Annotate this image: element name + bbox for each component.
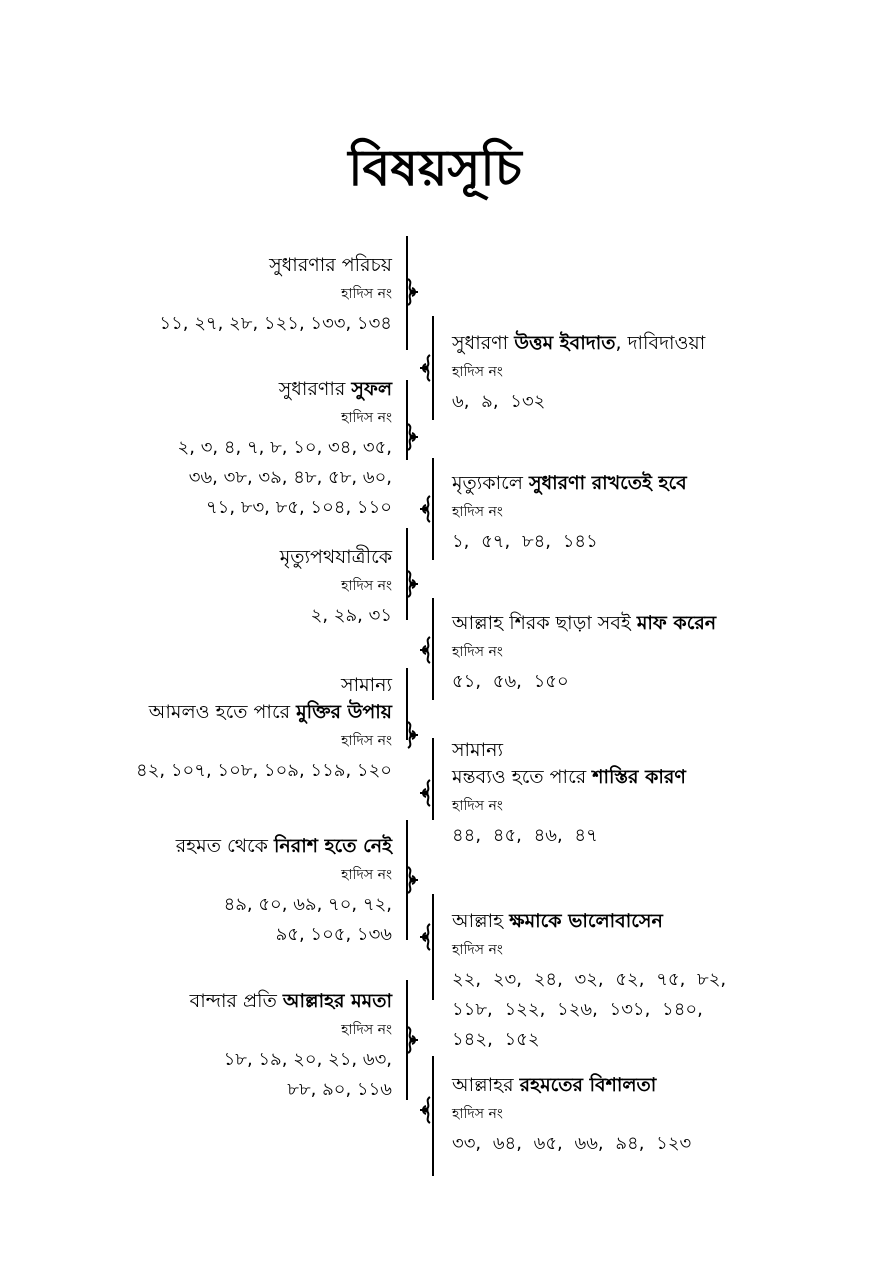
heading-text: আল্লাহ bbox=[452, 910, 510, 932]
heading-text: আল্লাহ শিরক ছাড়া সবই bbox=[452, 612, 637, 634]
hadith-number-line: ৫১, ৫৬, ১৫০ bbox=[452, 671, 569, 692]
toc-entry bbox=[452, 737, 772, 851]
heading-emphasis: সুফল bbox=[351, 378, 392, 400]
toc-entry bbox=[452, 610, 772, 697]
flourish-ornament-icon bbox=[404, 1025, 420, 1055]
heading-text: সুধারণার পরিচয় bbox=[269, 254, 392, 276]
hadith-number-line: ৭১, ৮৩, ৮৫, ১০৪, ১১০ bbox=[205, 497, 392, 518]
entry-heading bbox=[72, 672, 392, 726]
heading-emphasis: মাফ করেন bbox=[636, 612, 717, 634]
hadith-number-line: ২, ২৯, ৩১ bbox=[310, 605, 392, 626]
heading-text: মৃত্যুপথযাত্রীকে bbox=[279, 546, 392, 568]
toc-entry bbox=[452, 330, 772, 417]
hadith-label: হাদিস নং bbox=[341, 1022, 392, 1038]
toc-entry bbox=[72, 376, 392, 523]
hadith-numbers bbox=[452, 1129, 772, 1159]
hadith-label: হাদিস নং bbox=[341, 286, 392, 302]
flourish-ornament-icon bbox=[418, 1095, 434, 1125]
flourish-ornament-icon bbox=[418, 494, 434, 524]
hadith-numbers bbox=[72, 890, 392, 950]
heading-emphasis: মুক্তির উপায় bbox=[296, 701, 392, 723]
heading-text: রহমত থেকে bbox=[175, 835, 274, 857]
heading-text: আমলও হতে পারে bbox=[148, 701, 297, 723]
entry-heading bbox=[452, 737, 772, 791]
hadith-number-line: ২, ৩, ৪, ৭, ৮, ১০, ৩৪, ৩৫, bbox=[177, 437, 392, 458]
heading-emphasis: আল্লাহর মমতা bbox=[282, 990, 392, 1012]
flourish-ornament-icon bbox=[404, 422, 420, 452]
flourish-ornament-icon bbox=[418, 922, 434, 952]
flourish-ornament-icon bbox=[404, 865, 420, 895]
entry-heading bbox=[72, 544, 392, 571]
hadith-number-line: ১১৮, ১২২, ১২৬, ১৩১, ১৪০, bbox=[452, 999, 703, 1020]
hadith-label: হাদিস নং bbox=[452, 1106, 503, 1122]
hadith-label: হাদিস নং bbox=[452, 364, 503, 380]
toc-entry bbox=[72, 833, 392, 950]
entry-heading bbox=[72, 988, 392, 1015]
heading-emphasis: নিরাশ হতে নেই bbox=[273, 835, 392, 857]
entry-heading bbox=[452, 610, 772, 637]
heading-emphasis: শাস্তির কারণ bbox=[592, 766, 686, 788]
flourish-ornament-icon bbox=[418, 353, 434, 383]
toc-entry bbox=[72, 252, 392, 339]
hadith-number-line: ৮৮, ৯০, ১১৬ bbox=[287, 1079, 392, 1100]
hadith-numbers bbox=[72, 433, 392, 523]
toc-entry bbox=[452, 470, 772, 557]
hadith-numbers bbox=[72, 309, 392, 339]
entry-heading bbox=[72, 252, 392, 279]
hadith-number-line: ৪২, ১০৭, ১০৮, ১০৯, ১১৯, ১২০ bbox=[136, 760, 392, 781]
entry-heading bbox=[452, 1072, 772, 1099]
hadith-number-line: ৩৩, ৬৪, ৬৫, ৬৬, ৯৪, ১২৩ bbox=[452, 1133, 692, 1154]
hadith-label: হাদিস নং bbox=[341, 867, 392, 883]
toc-entry bbox=[72, 544, 392, 631]
hadith-label: হাদিস নং bbox=[452, 798, 503, 814]
hadith-number-line: ৯৫, ১০৫, ১৩৬ bbox=[275, 924, 392, 945]
hadith-label: হাদিস নং bbox=[452, 504, 503, 520]
hadith-number-line: ৬, ৯, ১৩২ bbox=[452, 391, 546, 412]
toc-entry bbox=[452, 1072, 772, 1159]
hadith-label: হাদিস নং bbox=[452, 942, 503, 958]
heading-text: মৃত্যুকালে bbox=[452, 472, 529, 494]
hadith-number-line: ১১, ২৭, ২৮, ১২১, ১৩৩, ১৩৪ bbox=[159, 313, 392, 334]
heading-text: সুধারণা bbox=[452, 332, 515, 354]
hadith-numbers bbox=[72, 1045, 392, 1105]
heading-text: মন্তব্যও হতে পারে bbox=[452, 766, 593, 788]
heading-emphasis: রহমতের বিশালতা bbox=[519, 1074, 657, 1096]
hadith-numbers bbox=[72, 756, 392, 786]
page-title: বিষয়সূচি bbox=[348, 139, 522, 197]
entry-heading bbox=[72, 833, 392, 860]
hadith-number-line: ৪৯, ৫০, ৬৯, ৭০, ৭২, bbox=[223, 894, 392, 915]
hadith-number-line: ৩৬, ৩৮, ৩৯, ৪৮, ৫৮, ৬০, bbox=[188, 467, 392, 488]
heading-text: সুধারণার bbox=[278, 378, 352, 400]
hadith-numbers bbox=[452, 387, 772, 417]
flourish-ornament-icon bbox=[404, 720, 420, 750]
hadith-number-line: ১, ৫৭, ৮৪, ১৪১ bbox=[452, 531, 598, 552]
flourish-ornament-icon bbox=[418, 778, 434, 808]
hadith-number-line: ১৮, ১৯, ২০, ২১, ৬৩, bbox=[223, 1049, 392, 1070]
flourish-ornament-icon bbox=[418, 635, 434, 665]
entry-heading bbox=[452, 330, 772, 357]
heading-emphasis: সুধারণা রাখতেই হবে bbox=[528, 472, 687, 494]
entry-heading bbox=[452, 908, 772, 935]
toc-entry bbox=[452, 908, 772, 1055]
toc-entry bbox=[72, 988, 392, 1105]
hadith-numbers bbox=[452, 965, 772, 1055]
flourish-ornament-icon bbox=[404, 569, 420, 599]
hadith-label: হাদিস নং bbox=[452, 644, 503, 660]
hadith-label: হাদিস নং bbox=[341, 733, 392, 749]
hadith-label: হাদিস নং bbox=[341, 410, 392, 426]
hadith-number-line: ৪৪, ৪৫, ৪৬, ৪৭ bbox=[452, 825, 598, 846]
hadith-numbers bbox=[72, 601, 392, 631]
hadith-numbers bbox=[452, 667, 772, 697]
heading-text: , দাবিদাওয়া bbox=[615, 332, 706, 354]
hadith-numbers bbox=[452, 821, 772, 851]
hadith-label: হাদিস নং bbox=[341, 578, 392, 594]
heading-text: আল্লাহর bbox=[452, 1074, 520, 1096]
hadith-numbers bbox=[452, 527, 772, 557]
heading-emphasis: উত্তম ইবাদাত bbox=[514, 332, 616, 354]
flourish-ornament-icon bbox=[404, 277, 420, 307]
toc-entry bbox=[72, 672, 392, 786]
heading-text: বান্দার প্রতি bbox=[189, 990, 283, 1012]
hadith-number-line: ২২, ২৩, ২৪, ৩২, ৫২, ৭৫, ৮২, bbox=[452, 969, 727, 990]
entry-heading bbox=[452, 470, 772, 497]
entry-heading bbox=[72, 376, 392, 403]
heading-text: সামান্য bbox=[341, 674, 392, 696]
heading-emphasis: ক্ষমাকে ভালোবাসেন bbox=[509, 910, 663, 932]
hadith-number-line: ১৪২, ১৫২ bbox=[452, 1029, 540, 1050]
heading-text: সামান্য bbox=[452, 739, 503, 761]
